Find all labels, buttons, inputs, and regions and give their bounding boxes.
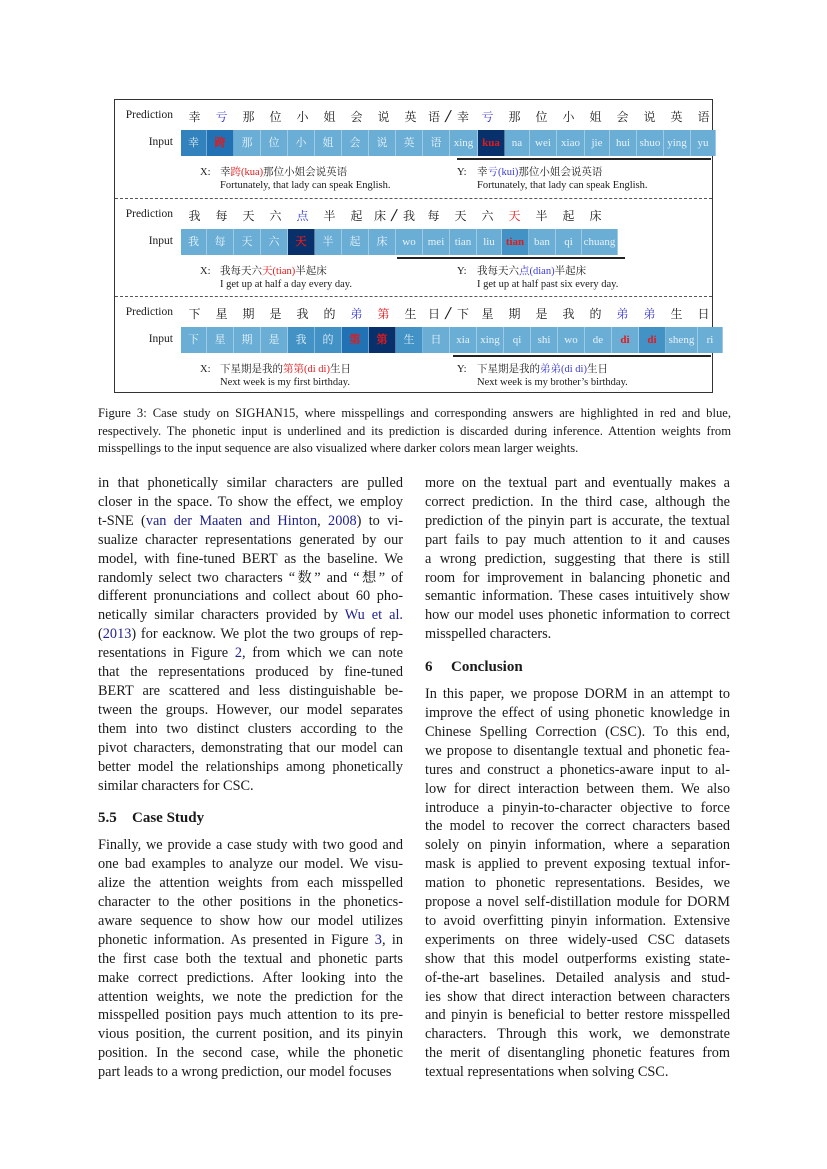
input-pinyin-cell: hui: [610, 130, 637, 156]
text-run: phonetic information. As presented in Figure: [98, 931, 375, 948]
pred-pinyin-char: 小: [562, 110, 575, 124]
pred-char: 下: [188, 307, 201, 321]
misspelling-highlight: 跨(kua): [230, 167, 264, 178]
citation-link[interactable]: 2: [234, 645, 243, 662]
pred-char-answer: 亏: [215, 110, 228, 124]
pred-char: 英: [404, 110, 417, 124]
text-line: low for direct interaction between them. We also: [425, 780, 730, 797]
input-pinyin-cell-misspelled: tian: [502, 229, 529, 255]
pred-pinyin-char: 六: [481, 209, 494, 223]
case-2: [115, 198, 712, 297]
input-cell: 星: [207, 327, 234, 353]
left-column: [98, 474, 403, 1082]
pred-char: 那: [242, 110, 255, 124]
text-run: , from which we can note: [242, 645, 403, 662]
text-line: position. In the second case, while the phonetic: [98, 1045, 403, 1062]
source-sentence: [200, 166, 391, 192]
text-line: misspelled position pays much attention to its pre-: [98, 1007, 403, 1024]
input-row: [181, 327, 723, 353]
text-line: part leads to a wrong prediction, our model focuses: [98, 1064, 392, 1081]
misspelling-highlight: 第第(di di): [283, 364, 330, 375]
translation: Fortunately, that lady can speak English.: [477, 180, 648, 191]
pred-pinyin-char-answer: 弟: [616, 307, 629, 321]
input-pinyin-cell: wei: [530, 130, 557, 156]
text-run: ,: [317, 512, 329, 529]
input-cell: 那: [234, 130, 261, 156]
input-pinyin-cell: xiao: [557, 130, 585, 156]
pred-char-answer: 弟: [350, 307, 363, 321]
answer-highlight: 点(dian): [519, 266, 555, 277]
sentence-text: 我每天六: [220, 266, 262, 277]
x-label: X:: [200, 167, 211, 178]
text-line: part fails to pay much attention to it and causes: [425, 531, 730, 548]
input-cell: 我: [288, 327, 315, 353]
sentence-text: 生日: [586, 364, 608, 375]
input-pinyin-cell: liu: [477, 229, 502, 255]
text-line: Chinese Spelling Correction (CSC). To this end,: [425, 723, 730, 740]
text-line: tures and construct a phonetics-aware input to al-: [425, 761, 730, 778]
text-line: improve the effect of using phonetic knowledge in: [425, 704, 730, 721]
input-pinyin-cell: shuo: [637, 130, 664, 156]
text-line: vious position, the current position, and its pinyin: [98, 1026, 403, 1043]
input-pinyin-cell: xing: [450, 130, 478, 156]
input-cell: 天: [234, 229, 261, 255]
pred-char: 床: [373, 209, 386, 223]
text-line: Finally, we provide a case study with two good and: [98, 837, 403, 854]
text-line: we propose to disentangle textual and phonetic fea-: [425, 742, 730, 759]
text-line: to avoid overfitting pinyin information. Extensive: [425, 912, 730, 929]
text-line: better model the relationships among phonetically: [98, 758, 403, 775]
input-pinyin-cell: ying: [664, 130, 691, 156]
answer-highlight: 亏(kui): [487, 167, 519, 178]
text-run: ) to vi-: [356, 512, 404, 529]
text-line: experiments on three widely-used CSC datasets: [425, 931, 730, 948]
separator-slash-icon: /: [443, 106, 453, 126]
text-line: a wrong prediction, suggesting that there is still: [425, 550, 730, 567]
text-line: sualize character representations generated by our: [98, 531, 403, 548]
translation: I get up at half a day every day.: [220, 279, 352, 290]
prediction-row: [181, 305, 717, 323]
pred-pinyin-char: 幸: [456, 110, 469, 124]
text-line: the merit of disentangling phonetic features from: [425, 1045, 730, 1062]
input-pinyin-cell: tian: [450, 229, 477, 255]
text-line: randomly select two characters “数” and “想” of: [98, 569, 403, 586]
pred-char: 起: [350, 209, 363, 223]
section-title: Case Study: [132, 810, 205, 827]
text-line: different pronunciations and collect about 60 pho-: [98, 588, 403, 605]
input-row: [181, 130, 716, 156]
sentence-text: 幸: [220, 167, 231, 178]
input-pinyin-cell: na: [505, 130, 530, 156]
input-cell: 下: [181, 327, 207, 353]
sentence-text: 下星期是我的: [220, 364, 283, 375]
pred-char: 生: [404, 307, 417, 321]
prediction-row: [181, 108, 717, 126]
pred-pinyin-char: 下: [456, 307, 469, 321]
y-label: Y:: [457, 364, 467, 375]
text-line: character to the other positions in the phonetics-: [98, 894, 403, 911]
input-pinyin-cell: de: [585, 327, 612, 353]
text-line: the first case both the textual and phonetic parts: [98, 950, 403, 967]
text-line: how our model uses phonetic information to correct: [425, 607, 730, 624]
text-line: show that this model outperforms existing state-: [425, 950, 730, 967]
phonetic-underline: [397, 257, 625, 259]
citation-link[interactable]: 2013: [102, 626, 132, 643]
text-line: closer in the space. To show the effect, we employ: [98, 493, 403, 510]
pred-char: 是: [269, 307, 282, 321]
input-cell: 日: [423, 327, 450, 353]
input-cell: 每: [207, 229, 234, 255]
phonetic-underline: [457, 158, 711, 160]
text-line: correct prediction. In the third case, although the: [425, 493, 730, 510]
text-line: one bad examples to analyze our model. We visu-: [98, 856, 403, 873]
target-sentence: [457, 265, 619, 291]
pred-pinyin-char: 日: [697, 307, 710, 321]
section-title: Conclusion: [451, 659, 523, 676]
input-pinyin-cell: ri: [698, 327, 723, 353]
pred-char: 会: [350, 110, 363, 124]
case-1: [115, 100, 712, 198]
x-label: X:: [200, 266, 211, 277]
text-run: netically similar characters provided by: [98, 607, 345, 624]
pred-char: 小: [296, 110, 309, 124]
input-cell: 会: [342, 130, 369, 156]
x-label: X:: [200, 364, 211, 375]
input-pinyin-cell: jie: [585, 130, 610, 156]
pred-pinyin-char: 会: [616, 110, 629, 124]
input-row-label: Input: [148, 235, 173, 247]
sentence-text: 我每天六: [477, 266, 519, 277]
input-pinyin-cell: wo: [396, 229, 423, 255]
input-pinyin-cell-misspelled: di: [612, 327, 639, 353]
pred-pinyin-char: 的: [589, 307, 602, 321]
text-line: similar characters for CSC.: [98, 777, 254, 794]
pred-pinyin-char: 生: [670, 307, 683, 321]
misspelling-highlight: 天(tian): [262, 266, 296, 277]
phonetic-underline: [453, 355, 711, 357]
input-row-label: Input: [148, 136, 173, 148]
figure-3-case-study: [114, 99, 713, 393]
section-number: 6: [425, 659, 433, 676]
text-line: [98, 644, 403, 663]
input-pinyin-cell: chuang: [582, 229, 618, 255]
text-line: [98, 512, 403, 531]
input-cell-misspelled: 第: [342, 327, 369, 353]
sentence-text: 那位小姐会说英语: [263, 167, 348, 178]
pred-pinyin-char: 语: [697, 110, 710, 124]
translation: Next week is my first birthday.: [220, 377, 350, 388]
y-label: Y:: [457, 167, 467, 178]
text-line: room for improvement in balancing phonetic and: [425, 569, 730, 586]
sentence-text: 幸: [477, 167, 488, 178]
text-line: attention weights, we note the prediction for the: [98, 988, 403, 1005]
pred-pinyin-char: 天: [454, 209, 467, 223]
text-line: model, with fine-tuned BERT as the baseline. We: [98, 550, 403, 567]
separator-slash-icon: /: [443, 303, 453, 323]
input-pinyin-cell: sheng: [666, 327, 698, 353]
input-pinyin-cell-misspelled: di: [639, 327, 666, 353]
input-cell: 六: [261, 229, 288, 255]
text-line: misspelled characters.: [425, 626, 552, 643]
pred-pinyin-char: 位: [535, 110, 548, 124]
citation-link[interactable]: 3: [374, 931, 382, 948]
input-cell: 英: [396, 130, 423, 156]
input-cell: 床: [369, 229, 396, 255]
input-pinyin-cell: qi: [556, 229, 582, 255]
source-sentence: [200, 363, 351, 389]
prediction-row-label: Prediction: [125, 208, 173, 220]
input-cell: 语: [423, 130, 450, 156]
paragraph-tsne: [98, 474, 403, 795]
text-line: and pinyin is beneficial to better restore misspelled: [425, 1007, 730, 1024]
text-run: ) for eacknow. We plot the two groups of rep-: [131, 626, 403, 643]
pred-char-answer: 点: [296, 209, 309, 223]
input-pinyin-cell: wo: [558, 327, 585, 353]
text-line: the model to recover the correct characters based: [425, 818, 730, 835]
input-pinyin-cell-misspelled: kua: [478, 130, 505, 156]
pred-char: 的: [323, 307, 336, 321]
pred-char: 期: [242, 307, 255, 321]
paragraph-case-study: [98, 836, 403, 1082]
section-heading-case-study: [98, 809, 403, 828]
pred-pinyin-char-wrong: 天: [508, 209, 521, 223]
sentence-text: 那位小姐会说英语: [518, 167, 603, 178]
text-run: (: [98, 626, 103, 643]
input-row: [181, 229, 618, 255]
pred-pinyin-char: 姐: [589, 110, 602, 124]
text-line: alize the attention weights from each misspelled: [98, 875, 403, 892]
prediction-row-label: Prediction: [125, 306, 173, 318]
sentence-text: 下星期是我的: [477, 364, 540, 375]
text-line: BERT are scattered and less distinguishable be-: [98, 682, 403, 699]
separator-slash-icon: /: [389, 205, 399, 225]
pred-pinyin-char: 星: [481, 307, 494, 321]
text-line: [98, 606, 403, 625]
paragraph-case-study-cont: [425, 474, 730, 644]
text-line: of-the-art baselines. Detailed analysis and stud-: [425, 969, 730, 986]
sentence-text: 生日: [329, 364, 351, 375]
pred-char: 语: [427, 110, 440, 124]
pred-char: 半: [323, 209, 336, 223]
pred-char: 姐: [323, 110, 336, 124]
input-cell: 半: [315, 229, 342, 255]
text-line: mask is applied to prevent exposing textual infor-: [425, 856, 730, 873]
paragraph-conclusion: [425, 685, 730, 1082]
text-line: textual representations when solving CSC.: [425, 1064, 669, 1081]
pred-char: 日: [427, 307, 440, 321]
prediction-row-label: Prediction: [125, 109, 173, 121]
pred-pinyin-char: 那: [508, 110, 521, 124]
input-pinyin-cell: shi: [531, 327, 558, 353]
text-run: t-SNE (: [98, 512, 146, 529]
y-label: Y:: [457, 266, 467, 277]
text-line: introduce a pinyin-to-character objective to force: [425, 799, 730, 816]
pred-char: 六: [269, 209, 282, 223]
prediction-row: [181, 207, 609, 225]
citation-link[interactable]: Wu et al.: [344, 607, 403, 624]
pred-pinyin-char-answer: 弟: [643, 307, 656, 321]
pred-char-wrong: 第: [377, 307, 390, 321]
answer-highlight: 弟弟(di di): [540, 364, 587, 375]
input-cell: 的: [315, 327, 342, 353]
text-line: characters. Through this work, we demonstrate: [425, 1026, 730, 1043]
input-pinyin-cell: ban: [529, 229, 556, 255]
pred-char: 位: [269, 110, 282, 124]
section-number: 5.5: [98, 810, 117, 827]
input-cell: 期: [234, 327, 261, 353]
citation-link[interactable]: van der Maaten and Hinton: [145, 512, 318, 529]
input-cell: 幸: [181, 130, 207, 156]
pred-pinyin-char: 说: [643, 110, 656, 124]
text-line: make correct predictions. After looking into the: [98, 969, 403, 986]
pred-pinyin-char: 半: [535, 209, 548, 223]
sentence-text: 半起床: [554, 266, 587, 277]
input-cell-misspelled: 第: [369, 327, 396, 353]
pred-char: 幸: [188, 110, 201, 124]
input-row-label: Input: [148, 333, 173, 345]
pred-pinyin-char: 期: [508, 307, 521, 321]
input-cell-misspelled: 跨: [207, 130, 234, 156]
input-pinyin-cell: xia: [450, 327, 477, 353]
pred-char: 每: [215, 209, 228, 223]
text-line: ies show that direct interaction between characters: [425, 988, 730, 1005]
figure-caption: Figure 3: Case study on SIGHAN15, where misspellings and corresponding answers are highlighted in red and blue, respectively. The phonetic input is underlined and its prediction is discarded during inference. Attention weights from misspellings to the input sequence are also visualized where darker colors mean larger weights.: [98, 406, 731, 455]
text-line: aware sequence to show how our model utilizes: [98, 912, 403, 929]
input-pinyin-cell: mei: [423, 229, 450, 255]
section-heading-conclusion: [425, 658, 730, 677]
pred-char: 星: [215, 307, 228, 321]
pred-char: 我: [188, 209, 201, 223]
pred-char: 我: [296, 307, 309, 321]
input-cell: 小: [288, 130, 315, 156]
input-cell: 起: [342, 229, 369, 255]
text-line: that the representations produced by fine-tuned: [98, 664, 403, 681]
text-line: mation to phonetic representations. Besides, we: [425, 875, 730, 892]
pred-char: 天: [242, 209, 255, 223]
text-line: tween the groups. However, our model separates: [98, 701, 403, 718]
input-cell: 位: [261, 130, 288, 156]
input-pinyin-cell: qi: [504, 327, 531, 353]
pred-pinyin-char: 英: [670, 110, 683, 124]
translation: Next week is my brother’s birthday.: [477, 377, 628, 388]
translation: I get up at half past six every day.: [477, 279, 619, 290]
source-sentence: [200, 265, 352, 291]
right-column: [425, 474, 730, 1082]
pred-pinyin-char: 每: [427, 209, 440, 223]
text-line: propose a novel self-distillation module for DORM: [425, 894, 730, 911]
pred-pinyin-char: 起: [562, 209, 575, 223]
pred-pinyin-char: 我: [402, 209, 415, 223]
text-line: [98, 625, 403, 644]
input-cell: 说: [369, 130, 396, 156]
text-line: more on the textual part and eventually makes a: [425, 475, 730, 491]
target-sentence: [457, 363, 628, 389]
text-line: semantic information. These cases intuitively show: [425, 588, 730, 605]
pred-pinyin-char: 是: [535, 307, 548, 321]
pred-pinyin-char-answer: 亏: [481, 110, 494, 124]
translation: Fortunately, that lady can speak English.: [220, 180, 391, 191]
text-line: prediction of the pinyin part is accurate, the textual: [425, 512, 730, 529]
target-sentence: [457, 166, 648, 192]
sentence-text: 半起床: [295, 266, 327, 277]
input-cell: 姐: [315, 130, 342, 156]
text-line: in that phonetically similar characters are pulled: [98, 475, 403, 491]
citation-link[interactable]: 2008: [328, 512, 357, 529]
pred-pinyin-char: 床: [589, 209, 602, 223]
input-pinyin-cell: yu: [691, 130, 716, 156]
text-run: , in: [381, 931, 403, 948]
text-line: [98, 931, 403, 950]
text-line: In this paper, we propose DORM in an attempt to: [425, 686, 730, 703]
input-cell-misspelled: 天: [288, 229, 315, 255]
text-run: resentations in Figure: [98, 645, 235, 662]
case-3: [115, 296, 712, 395]
text-line: them into two distinct clusters according to the: [98, 720, 403, 737]
pred-pinyin-char: 我: [562, 307, 575, 321]
input-cell: 是: [261, 327, 288, 353]
input-cell: 生: [396, 327, 423, 353]
text-line: solely on pinyin information, where a separation: [425, 837, 730, 854]
input-pinyin-cell: xing: [477, 327, 504, 353]
input-cell: 我: [181, 229, 207, 255]
text-line: pivot characters, demonstrating that our model can: [98, 739, 403, 756]
pred-char: 说: [377, 110, 390, 124]
